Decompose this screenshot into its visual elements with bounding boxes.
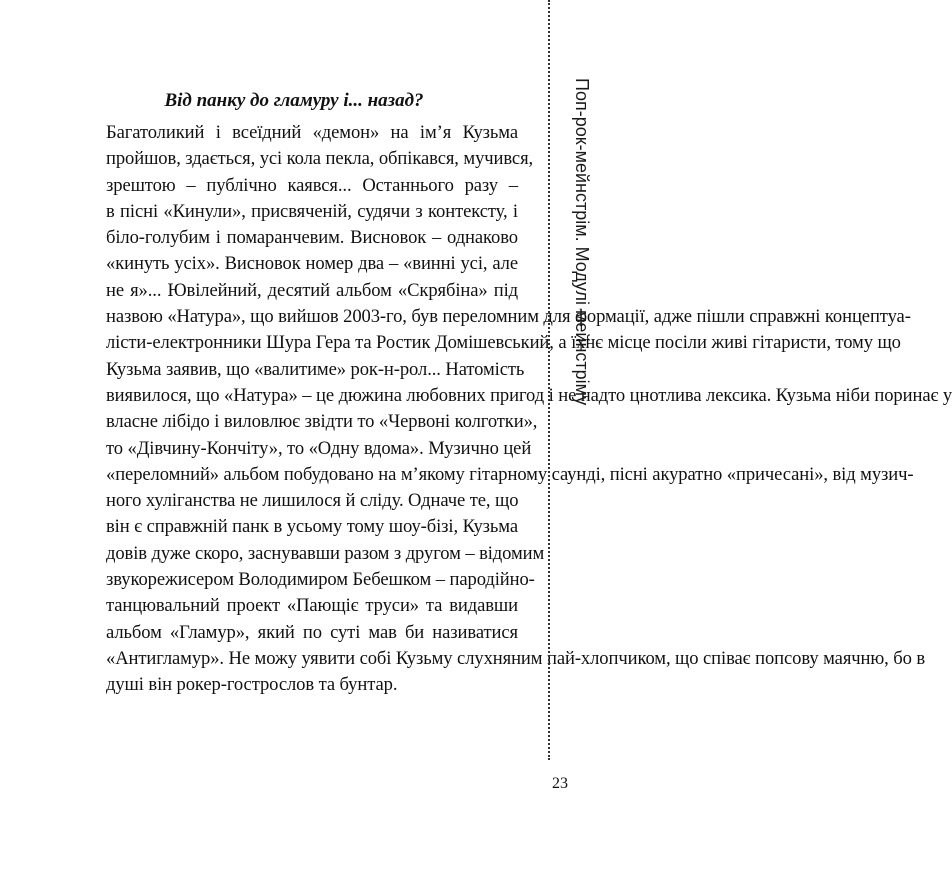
paragraph-line: душі він рокер-гострослов та бунтар.: [106, 674, 398, 696]
paragraph-line: зрештою – публічно каявся... Останнього разу –: [106, 174, 518, 196]
paragraph-line: назвою «Натура», що вийшов 2003-го, був переломним для формації, адже пішли справжні концептуа-: [106, 306, 911, 328]
paragraph-line: в пісні «Кинули», присвяченій, судячи з контексту, і: [106, 200, 518, 222]
article-heading: Від панку до гламуру і... назад?: [164, 90, 424, 111]
paragraph-line: Багатоликий і всеїдний «демон» на ім’я Кузьма: [106, 122, 518, 143]
paragraph-line: «переломний» альбом побудовано на м’якому гітарному саунді, пісні акуратно «причесані», від музич-: [106, 463, 914, 485]
paragraph-line: звукорежисером Володимиром Бебешком – пародійно-: [106, 569, 535, 591]
paragraph-line: ного хуліганства не лишилося й сліду. Одначе те, що: [106, 490, 519, 512]
dotted-margin-rule: [548, 0, 550, 760]
paragraph-line: танцювальний проект «Пающіє труси» та видавши: [106, 595, 518, 617]
paragraph-line: «Антигламур». Не можу уявити собі Кузьму слухняним пай-хлопчиком, що співає попсову маячню, бо в: [106, 647, 926, 669]
paragraph-line: то «Дівчину-Кончіту», то «Одну вдома». Музично цей: [106, 437, 532, 459]
paragraph-line: довів дуже скоро, заснувавши разом з другом – відомим: [106, 542, 545, 564]
paragraph-line: лісти-електронники Шура Гера та Ростик Домішевський, а їхнє місце посіли живі гітаристи, тому що: [106, 332, 901, 354]
paragraph-line: Кузьма заявив, що «валитиме» рок-н-рол... Натомість: [106, 358, 525, 380]
paragraph-line: біло-голубим і помаранчевим. Висновок – однаково: [106, 227, 518, 249]
page-number: 23: [552, 775, 568, 792]
paragraph-line: не я»... Ювілейний, десятий альбом «Скрябіна» під: [106, 279, 518, 301]
paragraph-line: виявилося, що «Натура» – це дюжина любовних пригод і не надто цнотлива лексика. Кузьма ніби поринає у: [106, 384, 952, 406]
running-head: Поп-рок-мейнстрім. Модулі мейнстріму: [572, 78, 592, 406]
paragraph-line: пройшов, здається, усі кола пекла, обпікався, мучився,: [106, 148, 534, 170]
paragraph-line: «кинуть усіх». Висновок номер два – «винні усі, але: [106, 253, 518, 275]
paragraph-line: альбом «Гламур», який по суті мав би називатися: [106, 621, 518, 643]
paragraph-line: він є справжній панк в усьому тому шоу-бізі, Кузьма: [106, 516, 518, 538]
paragraph-line: власне лібідо і виловлює звідти то «Червоні колготки»,: [106, 411, 538, 433]
